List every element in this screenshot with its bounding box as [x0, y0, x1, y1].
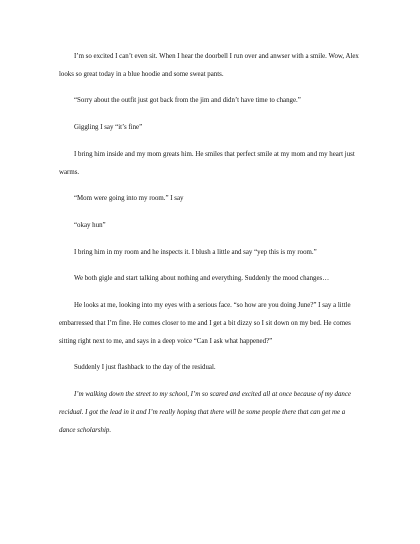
paragraph-5: “Mom were going into my room.” I say — [74, 195, 184, 203]
paragraph-8: We both gigle and start talking about nothing and everything. Suddenly the mood changes… — [74, 275, 330, 283]
paragraph-6: “okay hun” — [74, 222, 106, 230]
paragraph-11-flashback: I’m walking down the street to my school, I’m so scared and excited all at once because of my dance recidual. I got the lead in it and I’m really hoping that there will be some people there that can get me a dance scholarship. — [59, 391, 351, 434]
paragraph-10: Suddenly I just flashback to the day of the residual. — [74, 364, 216, 372]
paragraph-3: Giggling I say “it’s fine” — [74, 124, 143, 132]
paragraph-1: I’m so excited I can’t even sit. When I hear the doorbell I run over and anwser with a smile. Wow, Alex looks so great today in a blue hoodie and some sweat pants. — [59, 53, 359, 78]
paragraph-9: He looks at me, looking into my eyes with a serious face. “so how are you doing June?” I say a little embarressed that I’m fine. He comes closer to me and I get a bit dizzy so I sit down on my bed. He comes sitting right next to me, and says in a deep voice “Can I ask what happened?” — [59, 302, 351, 345]
paragraph-7: I bring him in my room and he inspects it. I blush a little and say “yep this is my room.” — [74, 248, 317, 256]
paragraph-2: “Sorry about the outfit just got back from the jim and didn’t have time to change.” — [74, 97, 301, 105]
document-body — [59, 48, 359, 448]
paragraph-4: I bring him inside and my mom greats him. He smiles that perfect smile at my mom and my heart just warms. — [59, 150, 355, 176]
